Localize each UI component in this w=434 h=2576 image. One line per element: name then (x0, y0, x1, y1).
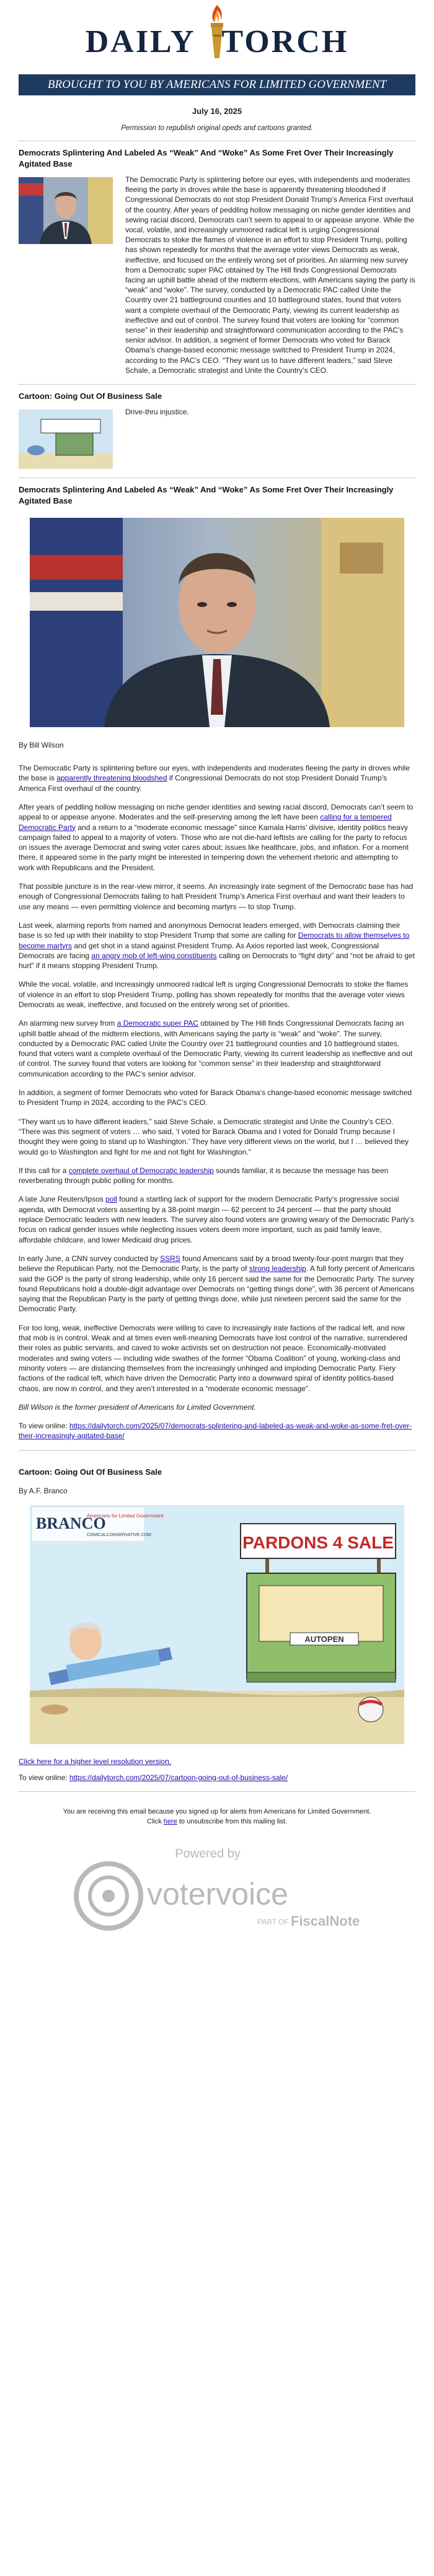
masthead-title-left: DAILY (85, 24, 196, 59)
newsom-photo (30, 518, 404, 727)
article-paragraph: That possible juncture is in the rear-view mirror, it seems. An increasingly irate segment of the Democratic base has had enough of Congressional Democrats failing to halt President Trump’s America First overhaul and want their leaders to use any means — even permitting violence and becoming martyrs — to stop Trump. (19, 882, 414, 911)
article-paragraph: The Democratic Party is splintering before our eyes, with independents and moderates fleeing the party in droves while the base is apparently threatening bloodshed if Congressional Democrats do not stop President Donald Trump’s America First overhaul of the country. (19, 764, 410, 793)
cartoon-view-online-link[interactable]: https://dailytorch.com/2025/07/cartoon-going-out-of-business-sale/ (69, 1773, 288, 1782)
article-link[interactable]: Democrats to allow themselves to become martyrs (19, 931, 410, 950)
article-quote-paragraph: “They want us to have different leaders,” said Steve Schale, a Democratic strategist and Unite the Country’s CEO. “There was this segment of voters … who said, ‘I voted for Barack Obama and I voted for Donald Trump because I thought they were going to stand up to Washington.’ They have very different views on the world, but I … believed they would go to Washington and fight for me and not fight for Washington.” (19, 1117, 409, 1156)
part-of-label: PART OF (257, 1918, 289, 1927)
summary-text (125, 175, 415, 375)
cartoon-summary-paragraph: Drive-thru injustice. (125, 408, 189, 417)
cartoon-summary-text (125, 407, 189, 417)
branco-logo-text: BRANCO (36, 1514, 106, 1532)
cartoon-byline: By A.F. Branco (19, 1486, 68, 1495)
view-online-link[interactable]: https://dailytorch.com/2025/07/democrats-splintering-and-labeled-as-weak-and-woke-as-some-fret-over-their-increasingly-agitated-base/ (19, 1421, 412, 1441)
divider (19, 1791, 415, 1792)
masthead (19, 0, 415, 68)
summary-row (19, 175, 415, 375)
author-note: Bill Wilson is the former president of Americans for Limited Government. (19, 1402, 256, 1412)
autopen-label: AUTOPEN (304, 1634, 344, 1644)
article-paragraph: While the vocal, volatile, and increasingly unmoored radical left is urging Congressional Democrats to stoke the flames of violence in an effort to stop President Trump, polling has shown repeatedly for months that the average voter views Democrats as weak, ineffective, and focused on the entirely wrong set of priorities. (19, 980, 409, 1009)
article-paragraph: In early June, a CNN survey conducted by SSRS found Americans said by a broad twenty-four-point margin that they believe the Republican Party, not the Democratic Party, is the party of strong leadership. A full forty percent of Americans said the GOP is the party of strong leadership, while only 16 percent said the same for the Democratic Party. The survey found Republicans hold a double-digit advantage over Democrats on “getting things done”, with 36 percent of Americans saying that the Republican Party is the party of getting things done, while just nineteen percent said the same for the Democratic Party. (19, 1254, 415, 1314)
pardons-sign-text: PARDONS 4 SALE (242, 1532, 394, 1552)
cartoon-title: Cartoon: Going Out Of Business Sale (19, 1467, 162, 1477)
sponsor-banner: BROUGHT TO YOU BY AMERICANS FOR LIMITED GOVERNMENT (19, 74, 415, 95)
permission-note: Permission to republish original opeds and cartoons granted. (121, 124, 313, 132)
cartoon-summary-title[interactable]: Cartoon: Going Out Of Business Sale (19, 391, 162, 401)
cartoon-image (30, 1505, 404, 1744)
masthead-title-right: TORCH (221, 24, 349, 59)
fiscalnote-wordmark: FiscalNote (291, 1913, 360, 1929)
email-body (19, 0, 415, 1936)
cartoon-view-online: To view online: https://dailytorch.com/2025/07/cartoon-going-out-of-business-sale/ (19, 1773, 288, 1782)
newsom-thumbnail[interactable] (19, 177, 113, 244)
article-link[interactable]: apparently threatening bloodshed (56, 774, 167, 783)
article-link[interactable]: calling for a tempered Democratic Party (19, 813, 392, 832)
view-online: To view online: https://dailytorch.com/2025/07/democrats-splintering-and-labeled-as-weak-and-woke-as-some-fret-over-their-increasingly-agitated-base/ (19, 1421, 412, 1441)
unsubscribe-line: Click here to unsubscribe from this mailing list. (146, 1818, 288, 1826)
article-link[interactable]: SSRS (160, 1254, 180, 1263)
article-paragraph: Last week, alarming reports from named and anonymous Democrat leaders emerged, with Democrats claiming their base is so fed up with their inability to stop President Trump that some are calling for Democrats to allow themselves to become martyrs and get shot in a stand against President Trump. As Axios reported last week, Congressional Democrats are facing an angry mob of left-wing constituents calling on Democrats to “fight dirty” and “not be afraid to get hurt” if it means stopping President Trump. (19, 920, 415, 971)
summary-paragraph: The Democratic Party is splintering before our eyes, with independents and moderates fleeing the party in droves while the base is apparently threatening bloodshed if Congressional Democrats do not stop President Donald Trump’s America First overhaul of the country. After years of peddling hollow messaging on niche gender identities and sewing racial discord, Democrats can’t seem to appeal to or appease anyone. While the vocal, volatile, and increasingly unmoored radical left is urging Congressional Democrats to stoke the flames of violence in an effort to stop President Trump, polling has shown repeatedly for months that the average voter views Democrats as weak, ineffective, and focused on the entirely wrong set of priorities. An alarming new survey from a Democratic super PAC obtained by The Hill finds Congressional Democrats facing an uphill battle ahead of the midterm elections, with Americans saying the party is “weak” and “woke”. The survey, conducted by a Democratic PAC called Unite the Country over 21 battleground counties and 10 battleground states, found that voters want a complete overhaul of the Democratic Party, viewing its current leadership as ineffective and out of control. The survey found that voters are looking for “common sense” in their leadership and straightforward communication according to the PAC’s senior advisor. In addition, a segment of former Democrats who voted for Barack Obama’s change-based economic message switched to President Trump in 2024, according to the PAC’s CEO. “They want us to have different leaders,” said Steve Schale, a Democratic strategist and Unite the Country’s CEO. (125, 175, 415, 375)
email-footer (19, 1807, 415, 1827)
article-link[interactable]: strong leadership (249, 1264, 306, 1273)
unsubscribe-link[interactable]: here (163, 1818, 177, 1826)
article-link[interactable]: an angry mob of left-wing constituents (91, 951, 217, 960)
article-link[interactable]: a Democratic super PAC (117, 1019, 198, 1028)
article-paragraph: After years of peddling hollow messaging on niche gender identities and sewing racial discord, Democrats can’t seem to appeal to or appease anyone. Moderates and the self-preserving among the left have been calling for a tempered Democratic Party and a return to a “moderate economic message” since Kamala Harris’ divisive, identity politics heavy campaign failed to appeal to a majority of voters. Those who are not die-hard leftists are calling for the party to refocus on issues the average Democrat and swing voter cares about; issues like healthcare, jobs, and inflation. For a moment there, it appeared some in the party might be interested in tempering down the vehement rhetoric and attempting to work with Republicans and the President. (19, 802, 414, 872)
votervoice-logo-icon (76, 1864, 141, 1928)
issue-date: July 16, 2025 (192, 107, 242, 116)
article-paragraph: An alarming new survey from a Democratic super PAC obtained by The Hill finds Congressional Democrats facing an uphill battle ahead of the midterm elections, with Americans saying the party is “weak” and “woke”. The survey, conducted by a Democratic PAC called Unite the Country over 21 battleground counties and 10 battleground states, found that voters want a complete overhaul of the Democratic Party, viewing its current leadership as ineffective and out of control. The survey found that voters are looking for “common sense” in their leadership and straightforward communication according to the PAC’s senior advisor. (19, 1019, 413, 1078)
hires-link-row (19, 1757, 415, 1766)
powered-by-votervoice[interactable] (71, 1843, 363, 1936)
cartoon-site-text: COMICALCONSERVATIVE.COM (87, 1532, 151, 1537)
article-link[interactable]: complete overhaul of Democratic leadership (68, 1166, 214, 1175)
article-paragraph: A late June Reuters/Ipsos poll found a startling lack of support for the modern Democratic Party’s progressive social agenda, with Democrat voters asserting by a 38-point margin — 62 percent to 24 percent — that the party should replace Democratic leaders with new leaders. The survey also found voters are growing weary of the Democratic Party’s focus on radical gender issues while neglecting issues voters deem more important, such as paid family leave, affordable childcare, and lower Medicaid drug prices. (19, 1195, 414, 1244)
cartoon-thumbnail[interactable] (19, 409, 113, 469)
article-paragraph: For too long, weak, ineffective Democrats were willing to cave to increasingly irate factions of the radical left, and now that mob is in control. Weak and at times even well-meaning Democrats have lost control of the narrative, surrendered their roles as public servants, and caved to woke activists set on destruction not peace. Economically-motivated moderates and swing voters — including wide swathes of the former “Obama Coalition” of young, working-class and minority voters — are distancing themselves from the increasingly unhinged and imploding Democratic Party. Fiery factions of the radical left, which have driven the Democratic Party into a downward spiral of identity politics-based chaos, are now in control, and they aren’t interested in a “moderate economic message”. (19, 1323, 407, 1393)
article-paragraph: In addition, a segment of former Democrats who voted for Barack Obama’s change-based economic message switched to President Trump in 2024, according to the PAC’s CEO. (19, 1088, 412, 1107)
hires-link[interactable]: Click here for a higher level resolution version. (19, 1757, 172, 1766)
article-title: Democrats Splintering And Labeled As “Weak” And “Woke” As Some Fret Over Their Increasingly Agitated Base (19, 485, 394, 506)
footer-line: You are receiving this email because you signed up for alerts from Americans for Limited Government. (63, 1808, 371, 1816)
cartoon-links (19, 1757, 415, 1783)
article-link[interactable]: poll (105, 1195, 117, 1204)
cartoon-credit-text: Americans for Limited Government (87, 1513, 164, 1519)
article-paragraph: If this call for a complete overhaul of Democratic leadership sounds familiar, it is because the message has been reverberating through public polling for months. (19, 1166, 389, 1185)
article-body (19, 763, 415, 1441)
article-byline: By Bill Wilson (19, 741, 64, 750)
divider (19, 1450, 415, 1451)
cartoon-summary-row (19, 407, 415, 469)
powered-by-label: Powered by (175, 1847, 241, 1861)
masthead-title (19, 24, 415, 61)
votervoice-wordmark: votervoice (147, 1877, 288, 1912)
divider (19, 384, 415, 385)
summary-title[interactable]: Democrats Splintering And Labeled As “Weak” And “Woke” As Some Fret Over Their Increasingly Agitated Base (19, 148, 394, 168)
